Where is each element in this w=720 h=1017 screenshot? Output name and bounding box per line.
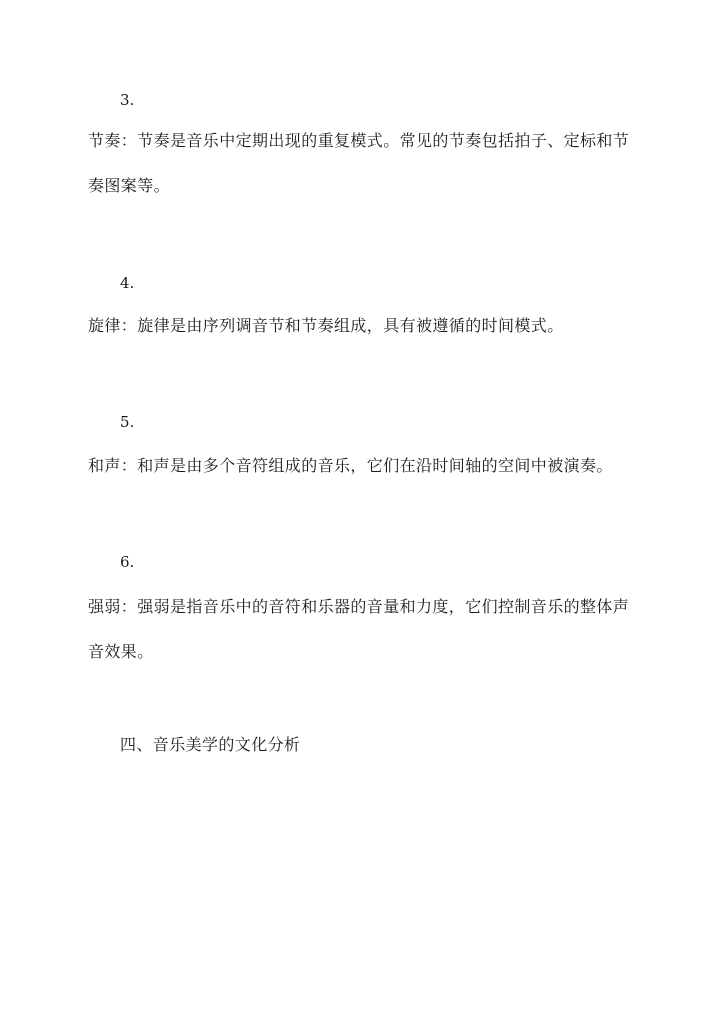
item-number: 4. (120, 274, 135, 292)
item-number: 3. (120, 91, 135, 109)
item-paragraph: 旋律：旋律是由序列调音节和节奏组成，具有被遵循的时间模式。 (88, 316, 564, 335)
item-paragraph: 节奏：节奏是音乐中定期出现的重复模式。常见的节奏包括拍子、定标和节奏图案等。 (88, 131, 630, 195)
item-paragraph: 和声：和声是由多个音符组成的音乐，它们在沿时间轴的空间中被演奏。 (88, 456, 613, 475)
item-number: 5. (120, 413, 135, 431)
item-paragraph: 强弱：强弱是指音乐中的音符和乐器的音量和力度，它们控制音乐的整体声音效果。 (88, 597, 630, 661)
section-heading: 四、音乐美学的文化分析 (120, 735, 301, 754)
item-number: 6. (120, 553, 135, 571)
